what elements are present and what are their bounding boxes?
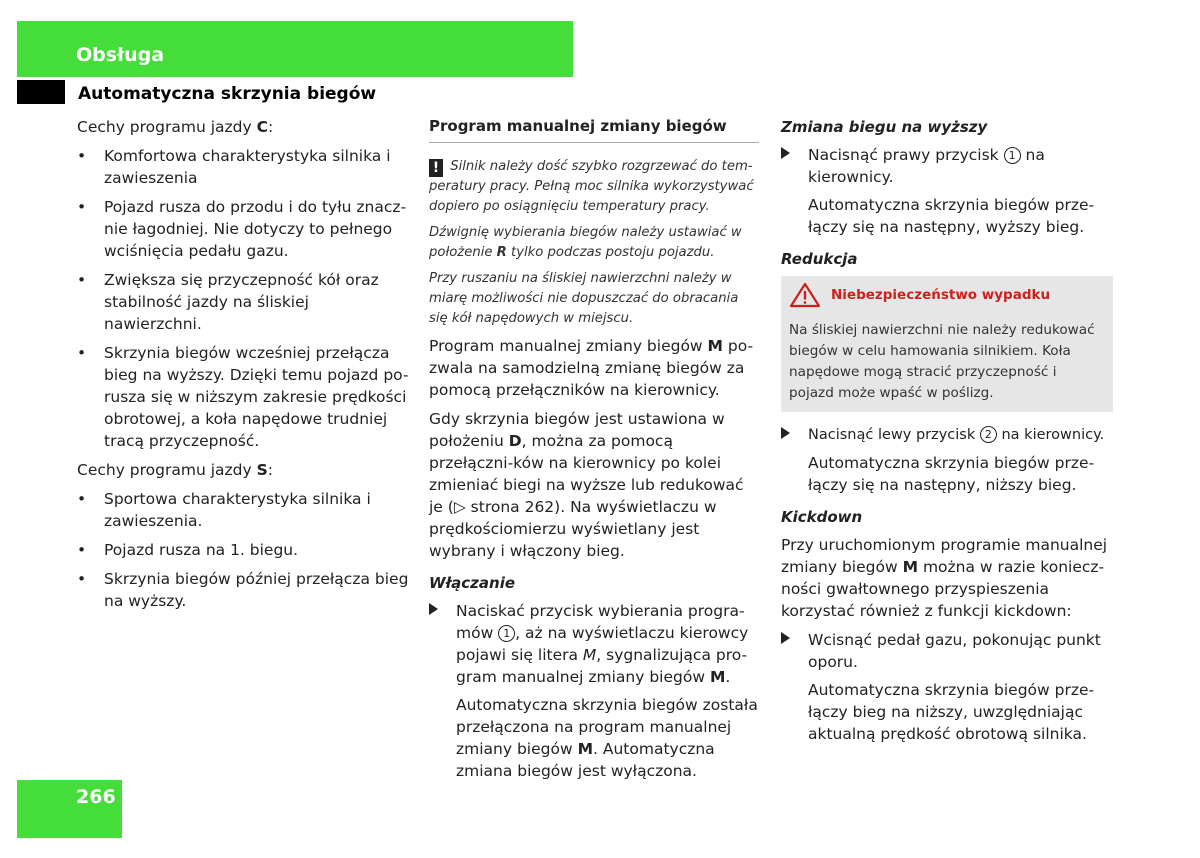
column-2: [429, 116, 759, 788]
step-arrow-icon: [429, 603, 438, 615]
upshift-step: Nacisnąć prawy przycisk 1 na kierownicy.: [781, 144, 1113, 188]
program-c-list: [77, 145, 410, 452]
chapter-title: Obsługa: [76, 44, 165, 66]
manual-program-desc: Program manualnej zmiany biegów M po-zwala na samodzielną zmianę biegów za pomocą przełączników na kierownicy.: [429, 337, 754, 399]
downshift-step: Nacisnąć lewy przycisk 2 na kierownicy.: [781, 424, 1113, 446]
note-slippery: Przy ruszaniu na śliskiej nawierzchni należy w miarę możliwości nie dopuszczać do obracania się kół napędowych w miejscu.: [429, 271, 739, 326]
program-s-intro: Cechy programu jazdy S:: [77, 461, 274, 479]
button-1-icon: 1: [498, 625, 515, 642]
list-item: • Komfortowa charakterystyka silnika i zawieszenia: [77, 145, 410, 189]
downshift-result: Automatyczna skrzynia biegów prze-łączy się na następny, niższy bieg.: [808, 454, 1095, 494]
list-item: • Zwiększa się przyczepność kół oraz stabilność jazdy na śliskiej nawierzchni.: [77, 269, 410, 335]
list-item: • Pojazd rusza do przodu i do tyłu znacz-nie łagodniej. Nie dotyczy to pełnego wciśnięcia pedału gazu.: [77, 196, 410, 262]
list-item: • Skrzynia biegów później przełącza bieg na wyższy.: [77, 568, 410, 612]
page-number: 266: [76, 786, 116, 808]
warning-title: Niebezpieczeństwo wypadku: [789, 282, 1105, 308]
kickdown-desc: Przy uruchomionym programie manualnej zmiany biegów M można w razie koniecz-ności gwałtownego przyspieszenia korzystać również z funkcji kickdown:: [781, 536, 1108, 620]
section-marker: [17, 80, 65, 104]
upshift-heading: Zmiana biegu na wyższy: [781, 118, 988, 136]
button-2-icon: 2: [980, 426, 997, 443]
program-s-list: [77, 488, 410, 612]
warning-text: Na śliskiej nawierzchni nie należy redukować biegów w celu hamowania silnikiem. Koła napędowe mogą stracić przyczepność i pojazd może wpaść w poślizg.: [789, 322, 1095, 401]
downshift-heading: Redukcja: [781, 250, 858, 268]
exclamation-icon: !: [429, 159, 443, 177]
manual-program-heading: Program manualnej zmiany biegów: [429, 115, 759, 143]
kickdown-step: Wcisnąć pedał gazu, pokonując punkt oporu.: [781, 629, 1113, 673]
activation-heading: Włączanie: [429, 574, 516, 592]
warning-triangle-icon: [789, 282, 821, 308]
list-item: • Skrzynia biegów wcześniej przełącza bieg na wyższy. Dzięki temu pojazd po-rusza się w niższym zakresie prędkości obrotowej, a koła napędowe trudniej tracą przyczepność.: [77, 342, 410, 452]
button-1-icon: 1: [1004, 147, 1021, 164]
step-arrow-icon: [781, 147, 790, 159]
section-title: Automatyczna skrzynia biegów: [78, 84, 377, 104]
column-1: [77, 116, 410, 619]
activation-step: Naciskać przycisk wybierania progra-mów 1 , aż na wyświetlaczu kierowcy pojawi się litera M, sygnalizująca pro-gram manualnej zmiany biegów M.: [429, 600, 759, 688]
note-reverse: Dźwignię wybierania biegów należy ustawiać w położenie R tylko podczas postoju pojazdu.: [429, 225, 742, 260]
list-item: • Sportowa charakterystyka silnika i zawieszenia.: [77, 488, 410, 532]
program-c-intro: Cechy programu jazdy C:: [77, 118, 274, 136]
warning-box: [781, 276, 1113, 412]
manual-program-d-desc: Gdy skrzynia biegów jest ustawiona w położeniu D, można za pomocą przełączni-ków na kierownicy po kolei zmieniać biegi na wyższe lub redukować je (▷ strona 262). Na wyświetlaczu w prędkościomierzu wyświetlany jest wybrany i włączony bieg.: [429, 410, 744, 560]
list-item: • Pojazd rusza na 1. biegu.: [77, 539, 410, 561]
step-arrow-icon: [781, 427, 790, 439]
kickdown-result: Automatyczna skrzynia biegów prze-łączy bieg na niższy, uwzględniając aktualną prędkość obrotową silnika.: [808, 681, 1095, 743]
activation-result: Automatyczna skrzynia biegów została przełączona na program manualnej zmiany biegów M. Automatyczna zmiana biegów jest wyłączona.: [456, 696, 758, 780]
note-warmup: ! Silnik należy dość szybko rozgrzewać do tem-peratury pracy. Pełną moc silnika wykorzystywać dopiero po osiągnięciu temperatury pracy.: [429, 159, 754, 214]
column-3: [781, 116, 1113, 751]
kickdown-heading: Kickdown: [781, 508, 863, 526]
upshift-result: Automatyczna skrzynia biegów prze-łączy się na następny, wyższy bieg.: [808, 196, 1095, 236]
step-arrow-icon: [781, 632, 790, 644]
